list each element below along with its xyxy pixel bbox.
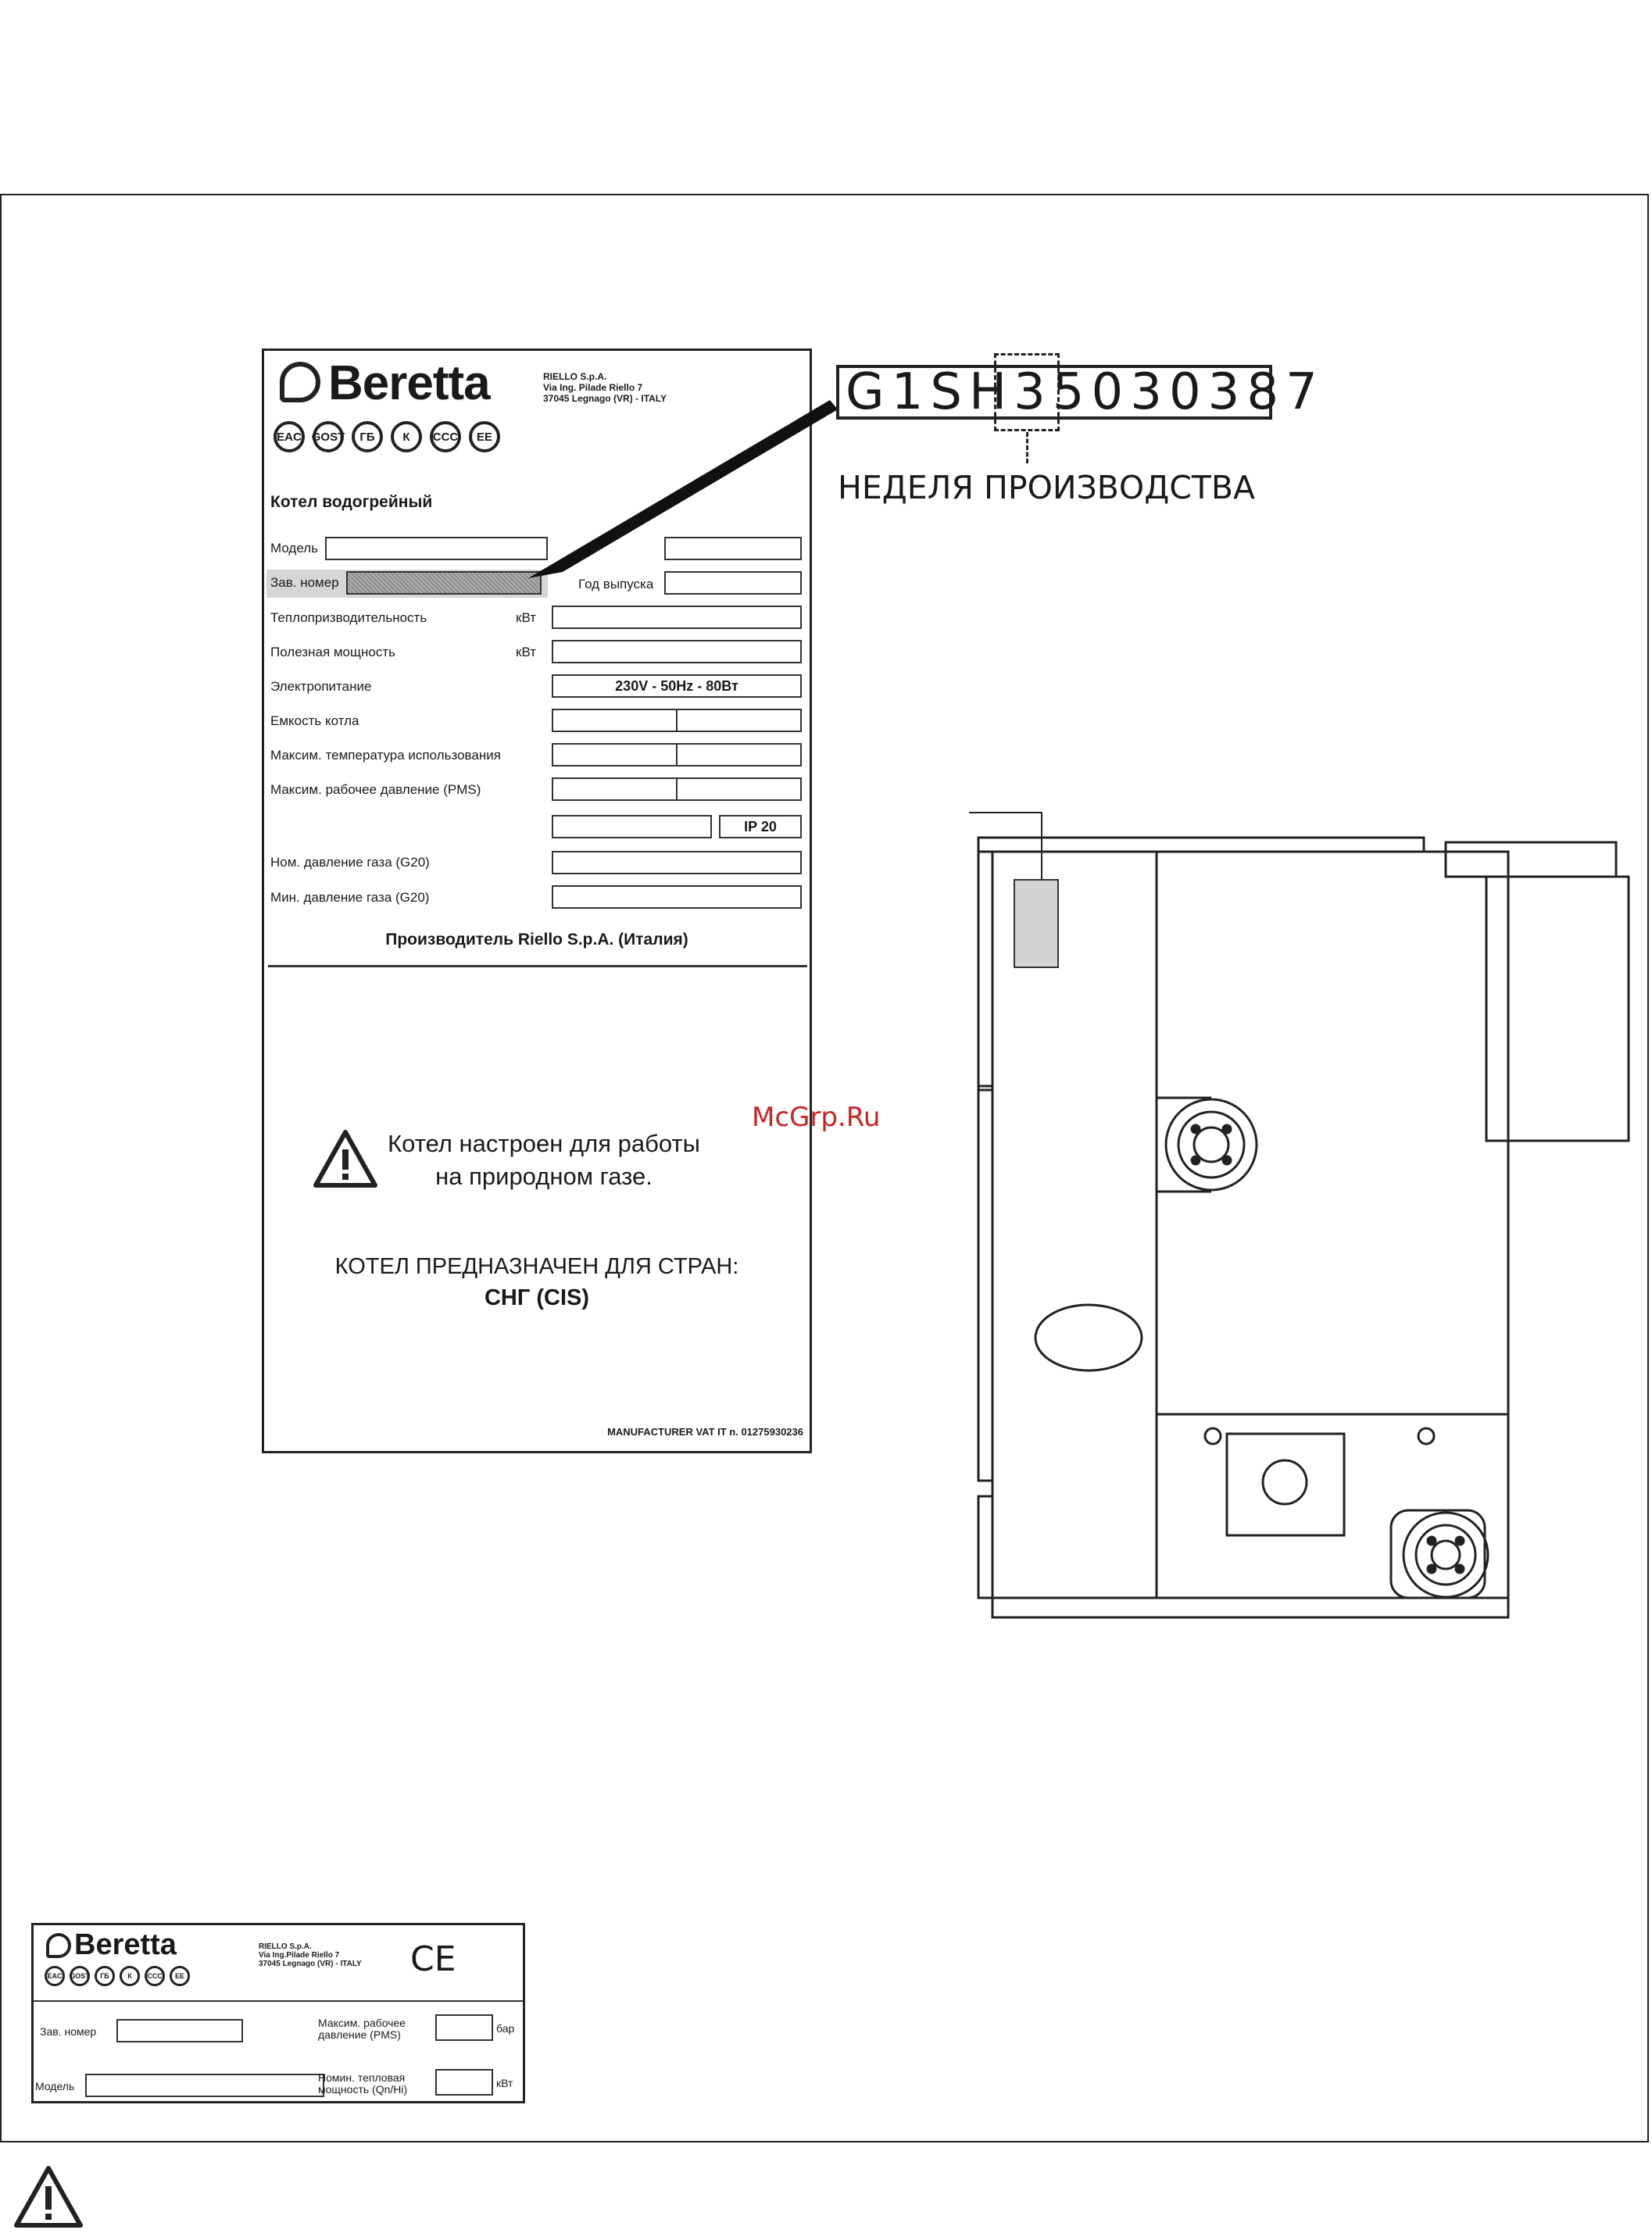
watermark: McGrp.Ru [752,1102,881,1133]
gb-mark-icon: ГБ [352,421,383,452]
year-label: Год выпуска [578,577,654,591]
small-certification-marks [45,1966,190,1986]
power-supply-value: 230V - 50Hz - 80Вт [552,674,802,698]
small-power-box [435,2069,493,2096]
small-power-label: Номин. тепловая мощность (Qn/Hi) [318,2071,408,2096]
manufacturer-line: Производитель Riello S.p.A. (Италия) [385,931,688,949]
small-power-unit: кВт [496,2077,513,2089]
useful-power-label: Полезная мощность [270,645,395,659]
small-address: RIELLO S.p.A. Via Ing.Pilade Riello 7 37045 Legnago (VR) - ITALY [259,1942,362,1968]
plate-heading: Котел водогрейный [270,493,433,511]
serial-pointer [0,0,1652,859]
manufacturer-address: RIELLO S.p.A. Via Ing. Pilade Riello 7 37045 Legnago (VR) - ITALY [543,371,667,404]
small-triangle-mark-icon: ССС [145,1966,165,1986]
model-label: Модель [270,541,319,556]
countries-notice: КОТЕЛ ПРЕДНАЗНАЧЕН ДЛЯ СТРАН: СНГ (CIS) [334,1254,739,1310]
nom-gas-label: Ном. давление газа (G20) [270,855,430,870]
small-beretta-logo-icon [46,1933,71,1958]
small-k-mark-icon: К [120,1966,140,1986]
gas-notice: Котел настроен для работы на природном газе. [388,1130,700,1190]
ip-value: IP 20 [719,815,802,838]
min-gas-label: Мин. давление газа (G20) [270,890,430,905]
small-gost-mark-icon: GOST [70,1966,90,1986]
serial-label: Зав. номер [270,575,339,590]
heat-output-label: Теплопризводительность [270,610,427,625]
ce-mark: CE [410,1939,456,1979]
plate-divider [268,965,807,967]
week-label: НЕДЕЛЯ ПРОИЗВОДСТВА [838,469,1256,506]
small-pressure-box [435,2014,493,2041]
vat-number: MANUFACTURER VAT IT n. 01275930236 [607,1426,803,1438]
small-ee-mark-icon: ЕЕ [170,1966,190,1986]
min-gas-box [552,885,802,909]
eac-mark-icon: EAC [274,421,305,452]
small-model-box [85,2074,324,2097]
ee-mark-icon: ЕЕ [469,421,500,452]
small-serial-label: Зав. номер [40,2025,97,2038]
small-eac-mark-icon: EAC [45,1966,65,1986]
gost-mark-icon: GOST [313,421,344,452]
week-highlight [994,353,1060,431]
brand-name: Beretta [328,356,490,410]
k-mark-icon: К [391,421,422,452]
serial-number: G1SH35030387 [836,365,1272,420]
capacity-label: Емкость котла [270,713,359,728]
small-plate-divider [34,2000,523,2002]
boiler-drawing [969,805,1641,1633]
bottom-warning-icon [13,2164,84,2230]
small-model-label: Модель [35,2080,75,2092]
small-data-plate [31,1923,525,2103]
small-pressure-unit: бар [496,2022,515,2035]
useful-power-unit: кВт [516,645,536,659]
power-supply-label: Электропитание [270,679,372,694]
small-gb-mark-icon: ГБ [95,1966,115,1986]
small-serial-box [116,2019,243,2042]
max-temp-label: Максим. температура использования [270,748,501,763]
small-pressure-label: Максим. рабочее давление (PMS) [318,2017,406,2041]
warning-triangle-icon [313,1129,378,1188]
max-pressure-label: Максим. рабочее давление (PMS) [270,782,481,797]
heat-output-unit: кВт [516,610,536,625]
small-brand-name: Beretta [74,1928,177,1961]
week-leader [1026,432,1028,463]
triangle-mark-icon: ССС [430,421,461,452]
